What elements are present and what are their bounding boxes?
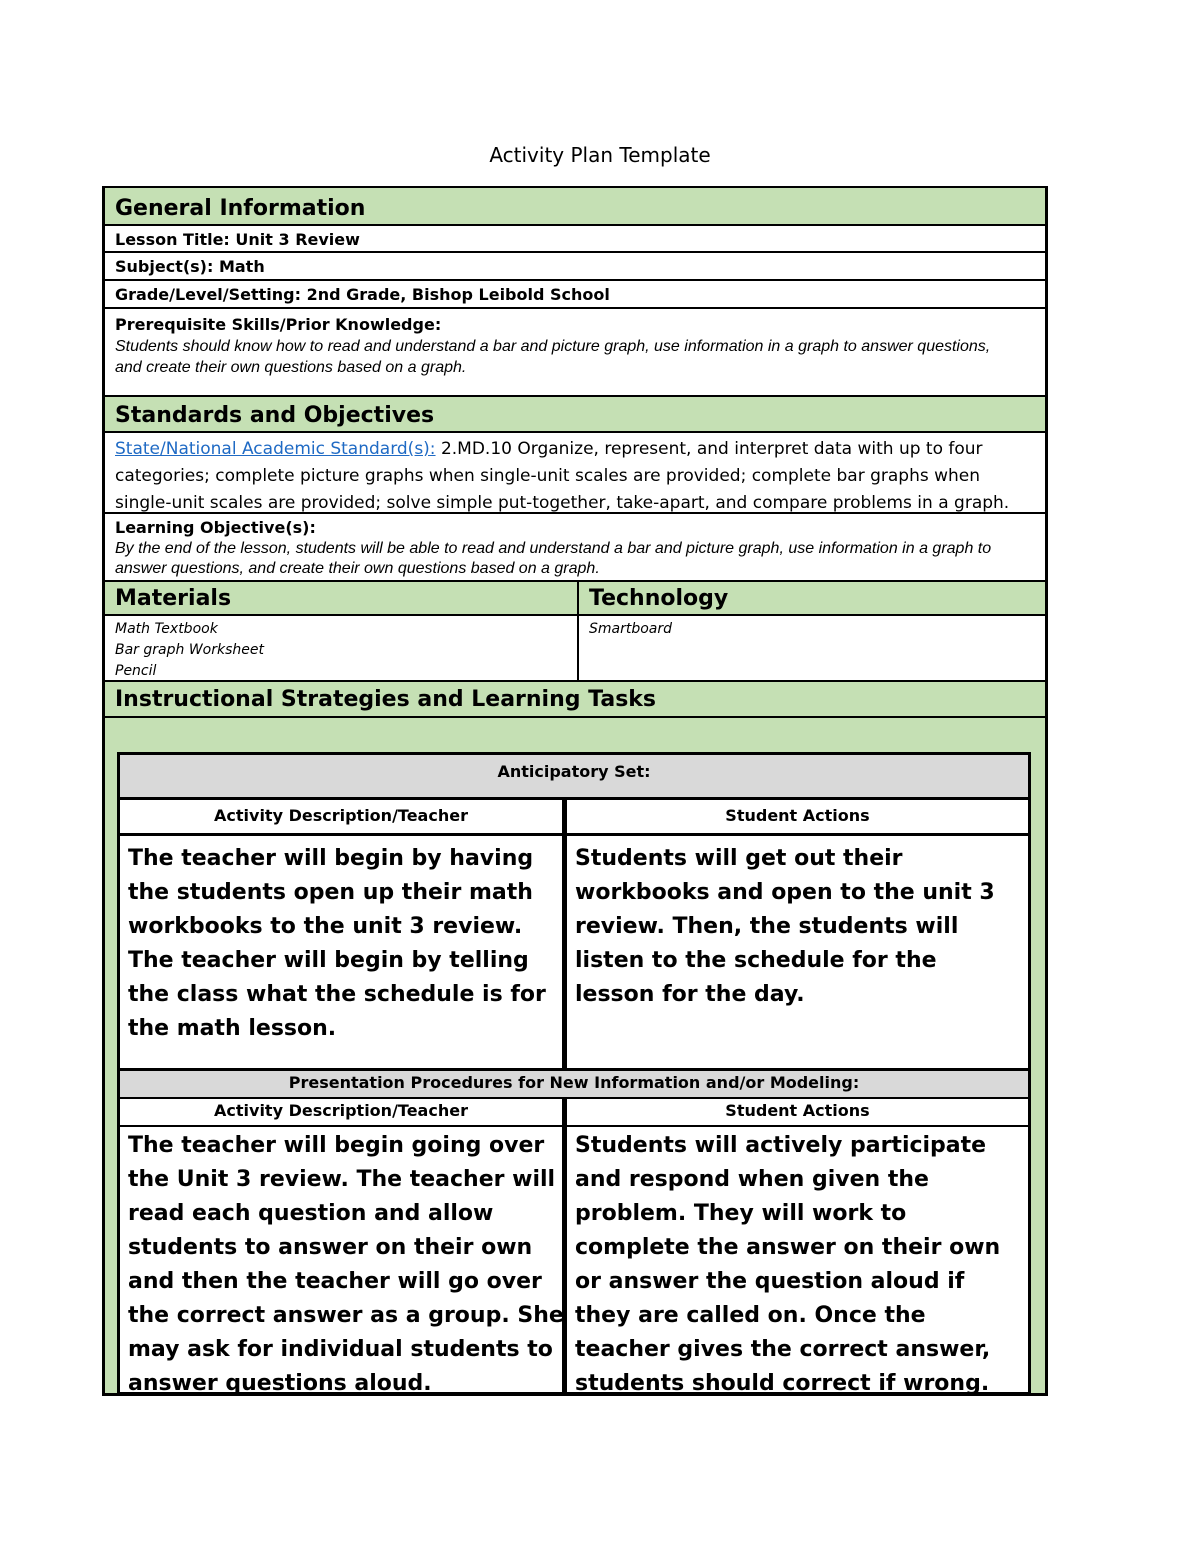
objective-row (102, 512, 1048, 580)
standards-header (102, 395, 1048, 431)
anticipatory-student-text: Students will get out their workbooks and open to the unit 3 review. Then, the students will listen to the schedule for the lesson for the day. (575, 846, 995, 1007)
standards-heading: Standards and Objectives (115, 403, 435, 428)
standard-row (102, 431, 1048, 512)
anticipatory-content-row (120, 836, 1028, 1068)
prereq-text: Students should know how to read and understand a bar and picture graph, use information in a graph to answer questions, and create their own questions based on a graph. (115, 338, 991, 376)
lesson-title: Lesson Title: Unit 3 Review (115, 230, 360, 249)
presentation-content-row (120, 1127, 1028, 1396)
grade-row (102, 279, 1048, 307)
standard-link[interactable]: State/National Academic Standard(s): (115, 439, 436, 459)
presentation-student-text: Students will actively participate and respond when given the problem. They will work to complete the answer on their own or answer the question aloud if they are called on. Once the teacher gives the correct answer, students should correct if wrong. (575, 1133, 1001, 1396)
standard-paragraph (105, 433, 1045, 517)
col-teacher-heading: Activity Description/Teacher (214, 1101, 468, 1120)
col-student-heading: Student Actions (725, 1101, 870, 1120)
material-item: Bar graph Worksheet (115, 642, 264, 658)
col-teacher-heading: Activity Description/Teacher (214, 806, 468, 825)
standard-text: 2.MD.10 Organize, represent, and interpret data with up to four categories; complete picture graphs when single-unit scales are provided; complete bar graphs when single-unit scales are provided; solve simple put-together, take-apart, and compare problems in a graph. (115, 439, 1010, 513)
technology-list (579, 616, 1045, 640)
presentation-teacher-text: The teacher will begin going over the Unit 3 review. The teacher will read each question and allow students to answer on their own and then the teacher will go over the correct answer as a group. She may ask for individual students to answer questions aloud. (128, 1133, 564, 1396)
objective-text: By the end of the lesson, students will be able to read and understand a bar and picture graph, use information in a graph to answer questions, and create their own questions based on a graph. (115, 540, 992, 577)
prereq-row (102, 307, 1048, 395)
lesson-title-row (102, 224, 1048, 251)
subjects-row (102, 251, 1048, 279)
grade-level-setting: Grade/Level/Setting: 2nd Grade, Bishop Leibold School (115, 285, 610, 304)
material-item: Math Textbook (115, 621, 218, 637)
anticipatory-col-header (120, 800, 1028, 836)
technology-item: Smartboard (589, 621, 673, 637)
anticipatory-set-heading: Anticipatory Set: (497, 762, 651, 781)
materials-heading: Materials (115, 586, 232, 611)
presentation-heading: Presentation Procedures for New Information and/or Modeling: (288, 1073, 860, 1092)
instruction-heading: Instructional Strategies and Learning Tasks (115, 687, 657, 712)
presentation-row (120, 1068, 1028, 1099)
anticipatory-set-row (120, 755, 1028, 800)
anticipatory-teacher-text: The teacher will begin by having the students open up their math workbooks to the unit 3 review. The teacher will begin by telling the class what the schedule is for the math lesson. (128, 846, 546, 1041)
activity-plan-table (102, 186, 1048, 1396)
document-title: Activity Plan Template (489, 143, 711, 167)
material-item: Pencil (115, 663, 157, 679)
general-info-header (102, 186, 1048, 224)
materials-tech-header (102, 580, 1048, 614)
technology-heading: Technology (589, 586, 729, 611)
instruction-table (117, 752, 1031, 1395)
instruction-header (102, 680, 1048, 716)
objective-label: Learning Objective(s): (115, 518, 316, 537)
col-student-heading: Student Actions (725, 806, 870, 825)
prereq-label: Prerequisite Skills/Prior Knowledge: (115, 315, 442, 334)
general-info-heading: General Information (115, 196, 366, 221)
materials-tech-row (102, 614, 1048, 680)
subjects: Subject(s): Math (115, 257, 265, 276)
